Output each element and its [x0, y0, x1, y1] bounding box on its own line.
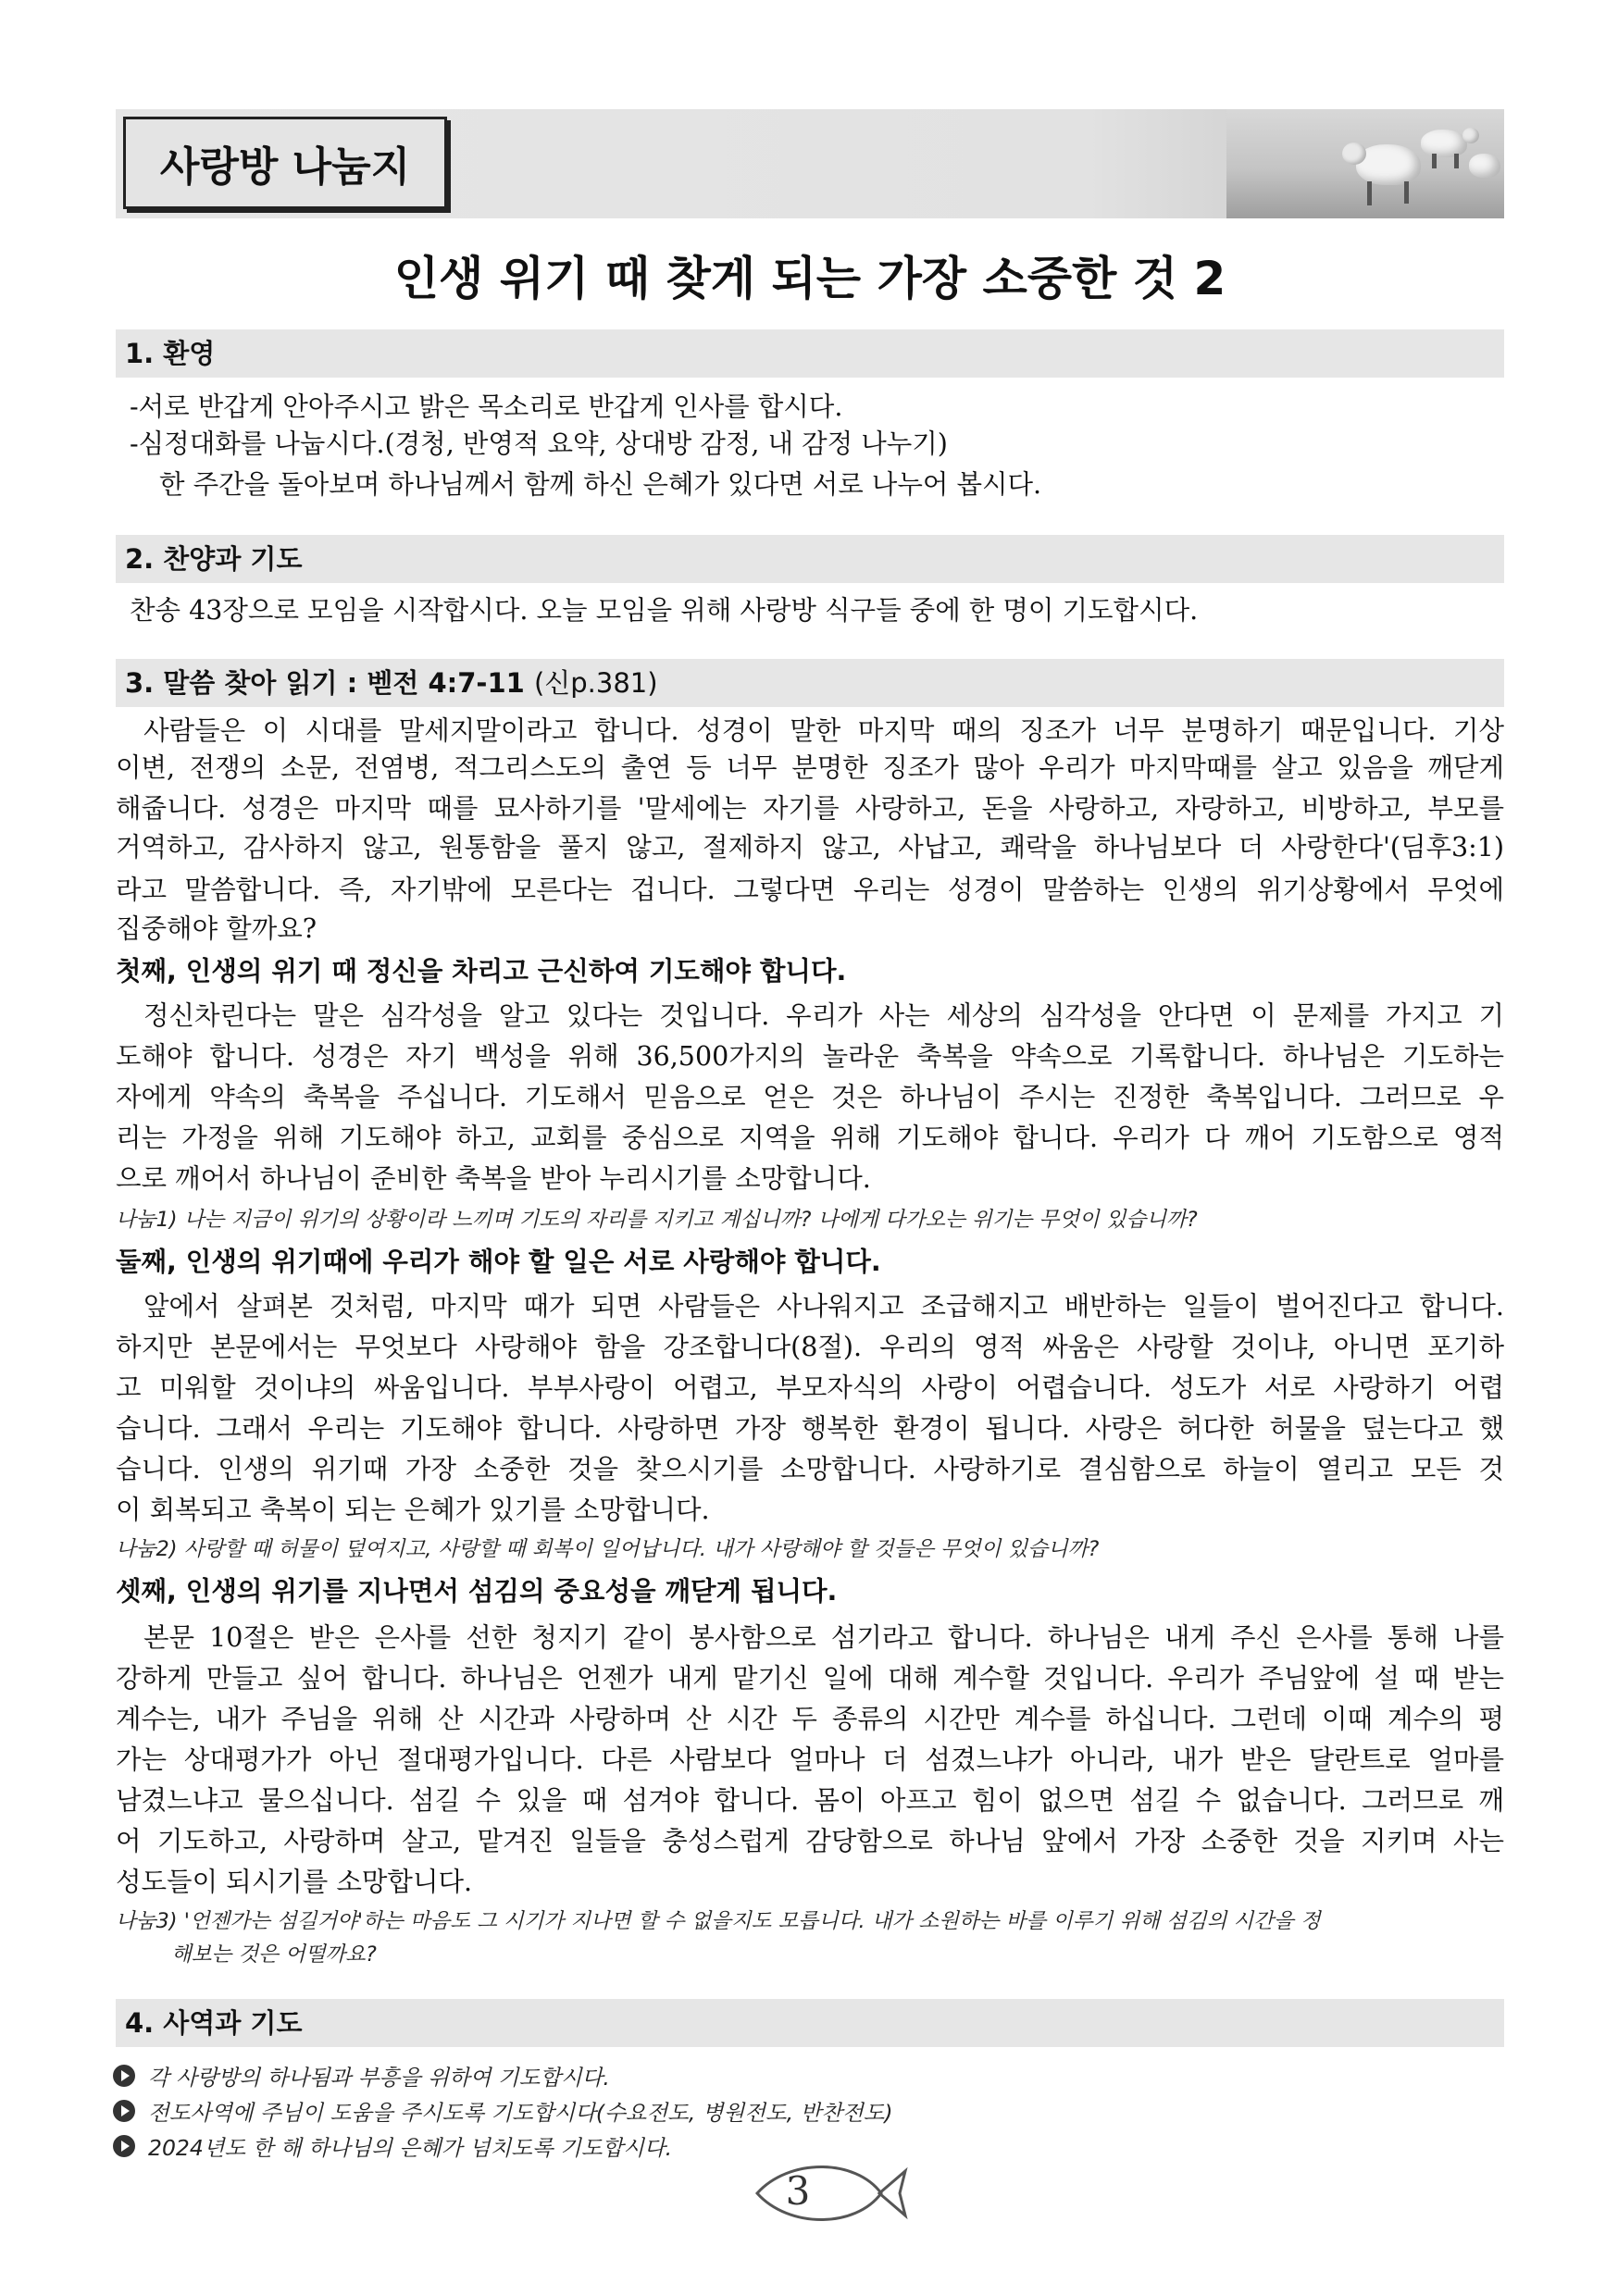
point-3-line: 본문 10절은 받은 은사를 선한 청지기 같이 봉사함으로 섬기라고 합니다. 하나님은 내게 주신 은사를 통해 나를 — [143, 1622, 1504, 1653]
word-intro-line: 라고 말씀합니다. 즉, 자기밖에 모른다는 겁니다. 그렇다면 우리는 성경이 말씀하는 인생의 위기상황에서 무엇에 — [116, 875, 1504, 905]
point-3-line: 강하게 만들고 싶어 합니다. 하나님은 언젠가 내게 맡기신 일에 대해 계수할 것입니다. 우리가 주님앞에 설 때 받는 — [116, 1663, 1504, 1694]
sheep-photo-icon — [1226, 109, 1504, 218]
prayer-item — [113, 2128, 672, 2164]
prayer-item-text: 전도사역에 주님이 도움을 주시도록 기도합시다(수요전도, 병원전도, 반찬전도) — [148, 2100, 893, 2126]
point-3-line: 성도들이 되시기를 소망합니다. — [116, 1867, 473, 1897]
page-title: 인생 위기 때 찾게 되는 가장 소중한 것 2 — [393, 252, 1226, 305]
circle-arrow-icon — [113, 2065, 135, 2087]
section-heading-word-text: 3. 말씀 찾아 읽기 : 벧전 4:7-11 — [125, 667, 525, 699]
page-number: 3 — [785, 2168, 811, 2214]
point-heading-2: 둘째, 인생의 위기때에 우리가 해야 할 일은 서로 사랑해야 합니다. — [116, 1247, 881, 1277]
welcome-line: -서로 반갑게 안아주시고 밝은 목소리로 반갑게 인사를 합시다. — [130, 391, 843, 422]
section-heading-word — [116, 659, 1504, 707]
point-3-line: 남겼느냐고 물으십니다. 섬길 수 있을 때 섬겨야 합니다. 몸이 아프고 힘이 없으면 섬길 수 없습니다. 그러므로 깨 — [116, 1785, 1504, 1816]
point-1-line: 으로 깨어서 하나님이 준비한 축복을 받아 누리시기를 소망합니다. — [116, 1163, 871, 1194]
circle-arrow-icon — [113, 2135, 135, 2157]
word-intro-line: 거역하고, 감사하지 않고, 원통함을 풀지 않고, 절제하지 않고, 사납고, 쾌락을 하나님보다 더 사랑한다'(딤후3:1) — [116, 832, 1504, 863]
header-label: 사랑방 나눔지 — [123, 117, 447, 209]
word-intro-line: 사람들은 이 시대를 말세지말이라고 합니다. 성경이 말한 마지막 때의 징조가 너무 분명하기 때문입니다. 기상 — [143, 715, 1504, 746]
section-heading-prayer: 4. 사역과 기도 — [116, 1999, 1504, 2047]
page-footer — [752, 2156, 909, 2230]
prayer-item-text: 2024년도 한 해 하나님의 은혜가 넘치도록 기도합시다. — [148, 2135, 673, 2161]
share-question-2: 나눔2) 사랑할 때 허물이 덮여지고, 사랑할 때 회복이 일어납니다. 내가 사랑해야 할 것들은 무엇이 있습니까? — [116, 1537, 1100, 1561]
point-1-line: 도해야 합니다. 성경은 자기 백성을 위해 36,500가지의 놀라운 축복을 약속으로 기록합니다. 하나님은 기도하는 — [116, 1041, 1504, 1072]
point-3-line: 어 기도하고, 사랑하며 살고, 맡겨진 일들을 충성스럽게 감당함으로 하나님 앞에서 가장 소중한 것을 지키며 사는 — [116, 1826, 1504, 1856]
point-1-line: 자에게 약속의 축복을 주십니다. 기도해서 믿음으로 얻은 것은 하나님이 주시는 진정한 축복입니다. 그러므로 우 — [116, 1082, 1504, 1112]
word-intro-line: 이변, 전쟁의 소문, 전염병, 적그리스도의 출연 등 너무 분명한 징조가 많아 우리가 마지막때를 살고 있음을 깨닫게 — [116, 752, 1504, 783]
circle-arrow-icon — [113, 2100, 135, 2122]
share-question-3: 나눔3) '언젠가는 섬길거야'하는 마음도 그 시기가 지나면 할 수 없을지도 모릅니다. 내가 소원하는 바를 이루기 위해 섬김의 시간을 정 — [116, 1909, 1321, 1933]
prayer-item — [113, 2058, 610, 2093]
point-2-line: 습니다. 인생의 위기때 가장 소중한 것을 찾으시기를 소망합니다. 사랑하기로 결심함으로 하늘이 열리고 모든 것 — [116, 1454, 1504, 1484]
welcome-line: 한 주간을 돌아보며 하나님께서 함께 하신 은혜가 있다면 서로 나누어 봅시다. — [159, 469, 1042, 500]
share-question-1: 나눔1) 나는 지금이 위기의 상황이라 느끼며 기도의 자리를 지키고 계십니까? 나에게 다가오는 위기는 무엇이 있습니까? — [116, 1208, 1198, 1232]
point-2-line: 앞에서 살펴본 것처럼, 마지막 때가 되면 사람들은 사나워지고 조급해지고 배반하는 일들이 벌어진다고 합니다. — [143, 1291, 1504, 1322]
point-3-line: 계수는, 내가 주님을 위해 산 시간과 사랑하며 산 시간 두 종류의 시간만 계수를 하십니다. 그런데 이때 계수의 평 — [116, 1704, 1504, 1734]
point-heading-1: 첫째, 인생의 위기 때 정신을 차리고 근신하여 기도해야 합니다. — [116, 956, 847, 987]
prayer-item — [113, 2093, 893, 2128]
point-1-line: 리는 가정을 위해 기도해야 하고, 교회를 중심으로 지역을 위해 기도해야 합니다. 우리가 다 깨어 기도함으로 영적 — [116, 1123, 1504, 1153]
scripture-ref: (신p.381) — [533, 667, 658, 699]
praise-line: 찬송 43장으로 모임을 시작합시다. 오늘 모임을 위해 사랑방 식구들 중에 한 명이 기도합시다. — [130, 595, 1199, 626]
word-intro-line: 해줍니다. 성경은 마지막 때를 묘사하기를 '말세에는 자기를 사랑하고, 돈을 사랑하고, 자랑하고, 비방하고, 부모를 — [116, 793, 1504, 824]
point-2-line: 이 회복되고 축복이 되는 은혜가 있기를 소망합니다. — [116, 1495, 710, 1525]
point-2-line: 습니다. 그래서 우리는 기도해야 합니다. 사랑하면 가장 행복한 환경이 됩니다. 사랑은 허다한 허물을 덮는다고 했 — [116, 1413, 1504, 1444]
point-1-line: 정신차린다는 말은 심각성을 알고 있다는 것입니다. 우리가 사는 세상의 심각성을 안다면 이 문제를 가지고 기 — [143, 1000, 1504, 1031]
welcome-line: -심정대화를 나눕시다.(경청, 반영적 요약, 상대방 감정, 내 감정 나누기) — [130, 428, 948, 459]
prayer-item-text: 각 사랑방의 하나됨과 부흥을 위하여 기도합시다. — [148, 2065, 610, 2091]
share-question-3-cont: 해보는 것은 어떨까요? — [171, 1942, 377, 1967]
point-heading-3: 셋째, 인생의 위기를 지나면서 섬김의 중요성을 깨닫게 됩니다. — [116, 1576, 838, 1607]
point-3-line: 가는 상대평가가 아닌 절대평가입니다. 다른 사람보다 얼마나 더 섬겼느냐가 아니라, 내가 받은 달란트로 얼마를 — [116, 1744, 1504, 1775]
section-heading-praise: 2. 찬양과 기도 — [116, 535, 1504, 583]
point-2-line: 고 미워할 것이냐의 싸움입니다. 부부사랑이 어렵고, 부모자식의 사랑이 어렵습니다. 성도가 서로 사랑하기 어렵 — [116, 1372, 1504, 1403]
word-intro-line: 집중해야 할까요? — [116, 913, 317, 944]
section-heading-welcome: 1. 환영 — [116, 329, 1504, 378]
point-2-line: 하지만 본문에서는 무엇보다 사랑해야 함을 강조합니다(8절). 우리의 영적 싸움은 사랑할 것이냐, 아니면 포기하 — [116, 1332, 1504, 1362]
